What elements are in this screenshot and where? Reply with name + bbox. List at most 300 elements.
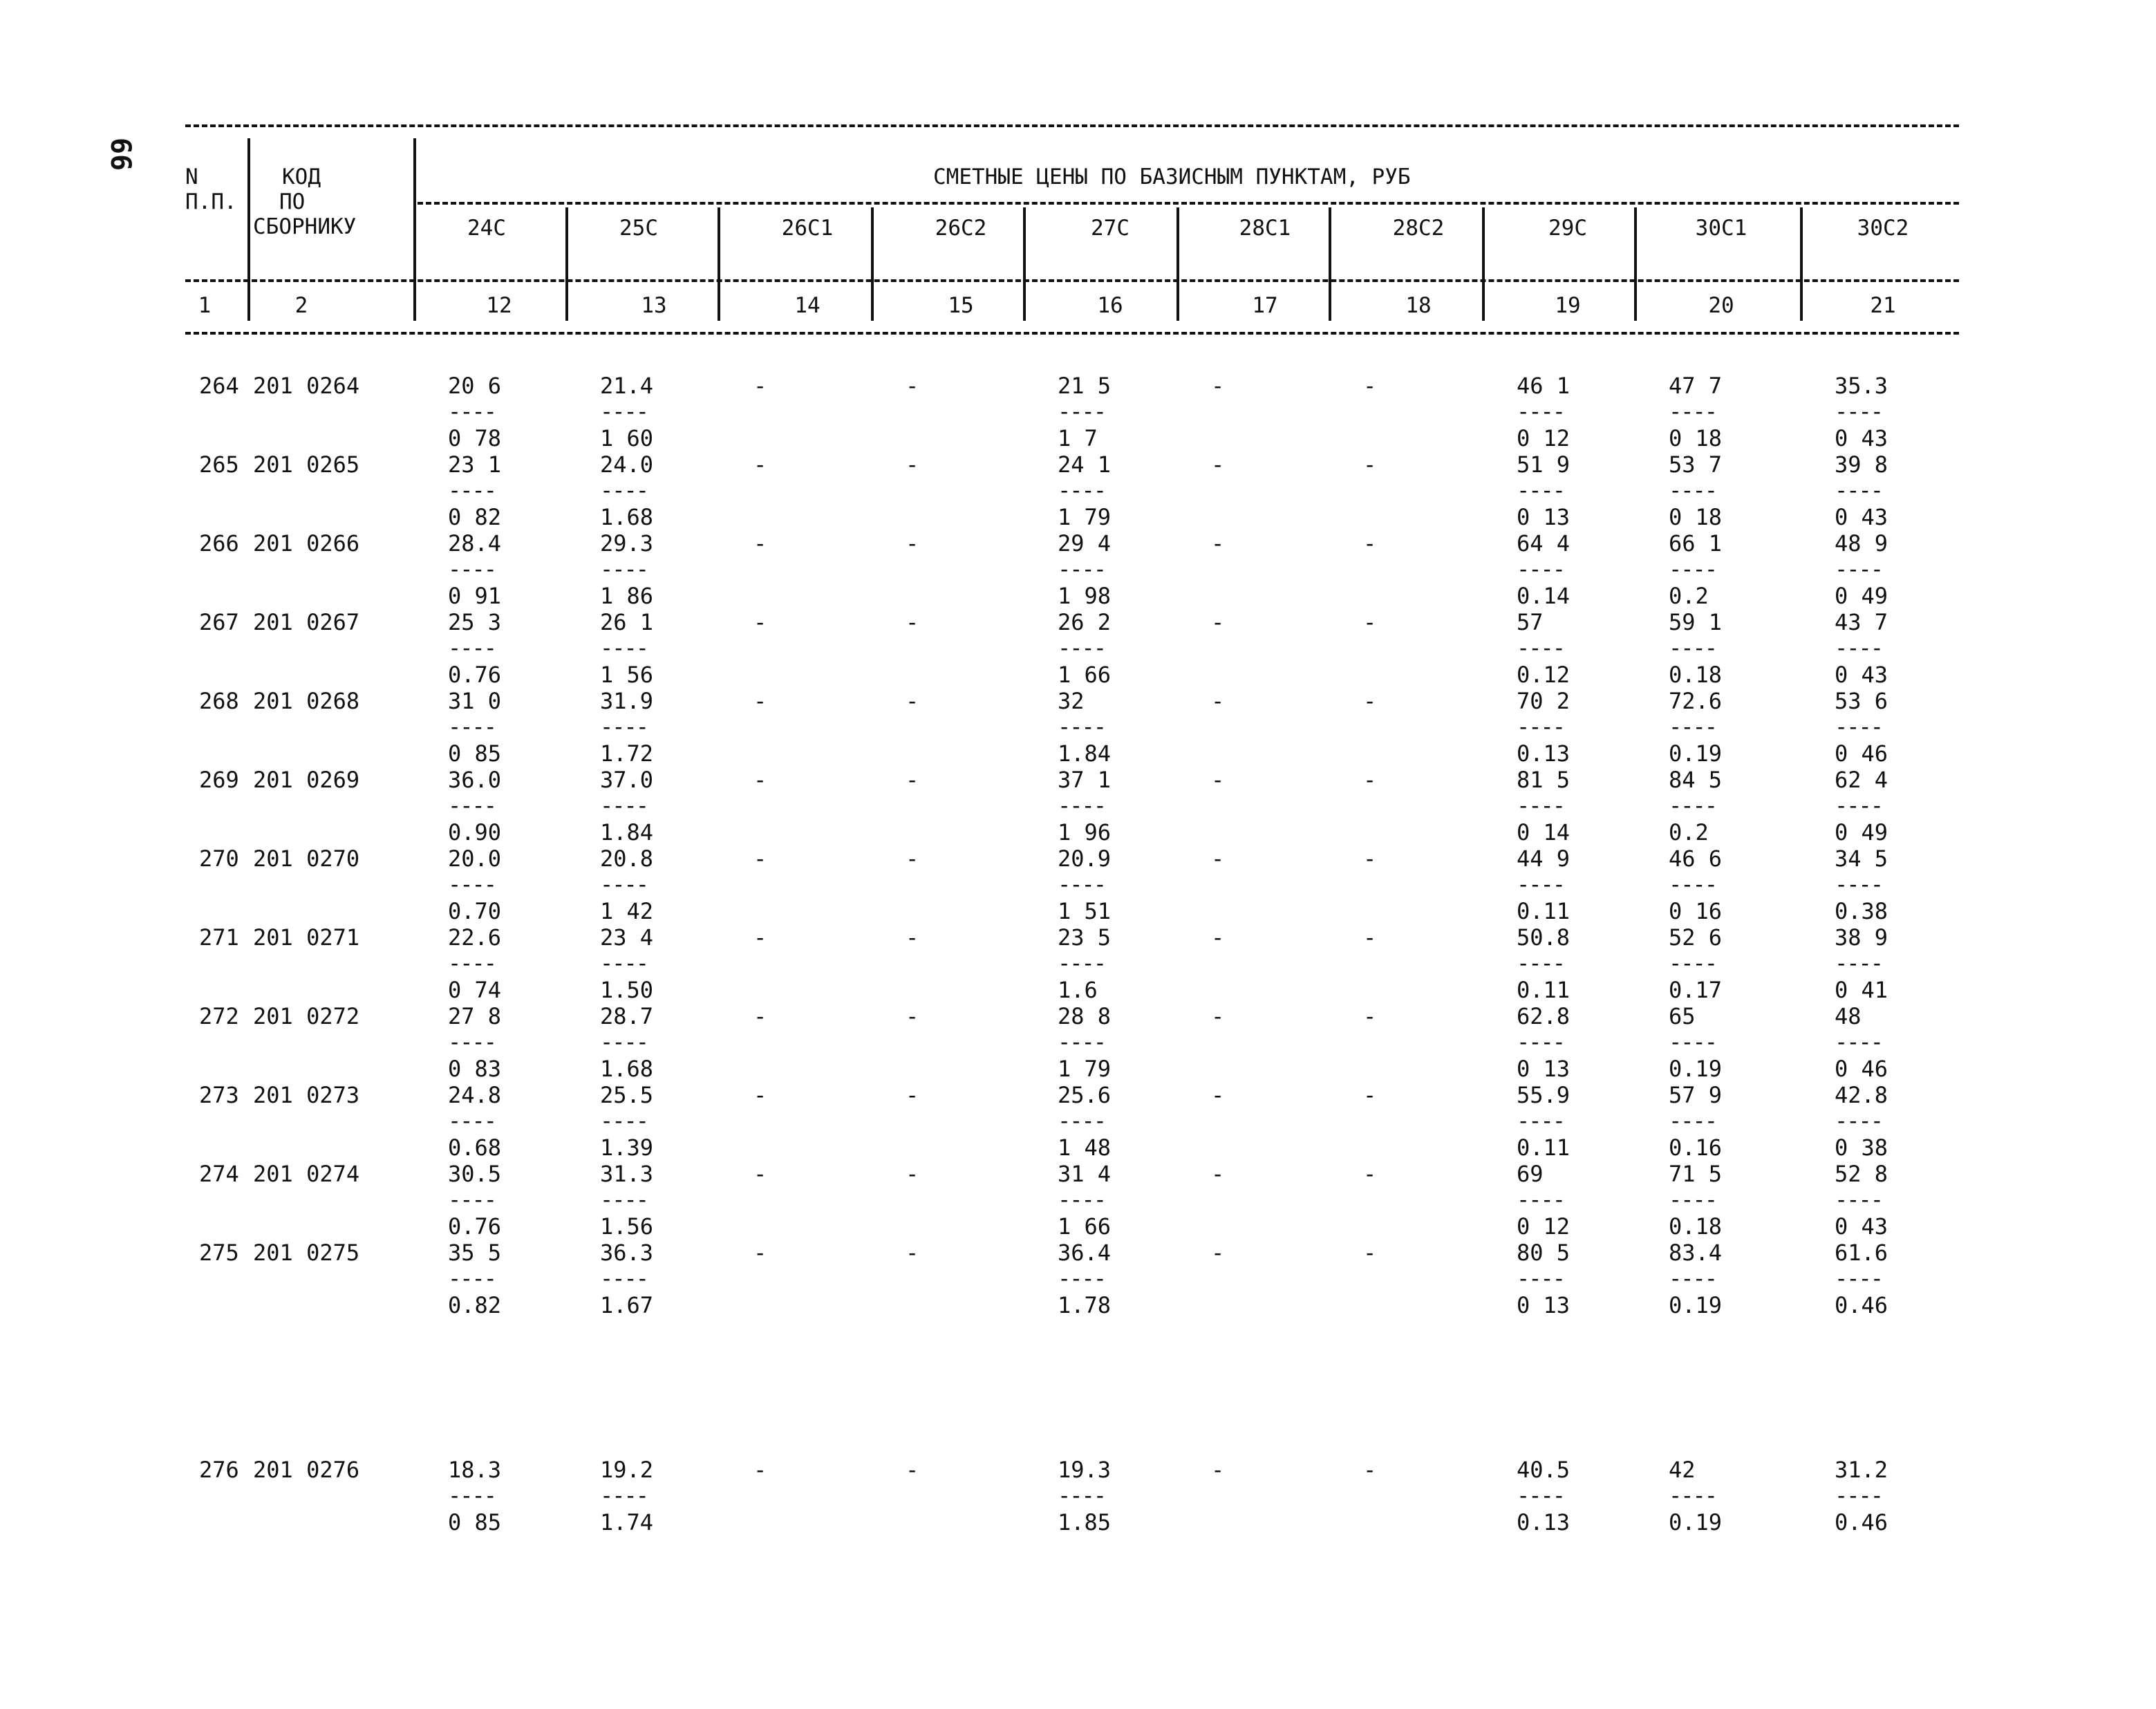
price-value: 31.3	[600, 1161, 654, 1187]
price-value: -	[1211, 1161, 1225, 1187]
header-bar-point	[718, 207, 720, 321]
price-value: 55.9	[1517, 1082, 1571, 1108]
price-value: -	[1363, 688, 1377, 714]
fraction-rule: ----	[448, 792, 496, 819]
header-title: СМЕТНЫЕ ЦЕНЫ ПО БАЗИСНЫМ ПУНКТАМ, РУБ	[933, 165, 1411, 189]
price-value: 72.6	[1669, 688, 1723, 714]
price-value: -	[906, 1457, 919, 1483]
price-value: 27 8	[448, 1003, 502, 1029]
price-value: -	[753, 1457, 767, 1483]
price-value: 53 6	[1835, 688, 1888, 714]
price-value: -	[1363, 1003, 1377, 1029]
row-number: 273	[199, 1082, 239, 1108]
price-value: 69	[1517, 1161, 1544, 1187]
fraction-rule: ----	[1058, 950, 1106, 976]
price-value: 57 9	[1669, 1082, 1723, 1108]
price-value: 39 8	[1835, 451, 1888, 478]
price-surcharge: 0 43	[1835, 1213, 1888, 1240]
fraction-rule: ----	[1669, 1108, 1717, 1134]
price-surcharge: 0.19	[1669, 1509, 1723, 1535]
price-value: 28.4	[448, 530, 502, 557]
price-surcharge: 0.19	[1669, 740, 1723, 767]
price-value: 34 5	[1835, 846, 1888, 872]
header-col-number: 20	[1708, 293, 1734, 318]
price-value: -	[906, 688, 919, 714]
row-number: 272	[199, 1003, 239, 1029]
fraction-rule: ----	[1835, 1108, 1883, 1134]
price-value: -	[1363, 924, 1377, 951]
fraction-rule: ----	[1835, 556, 1883, 582]
price-surcharge: 0 43	[1835, 425, 1888, 451]
price-value: -	[906, 451, 919, 478]
price-surcharge: 0 43	[1835, 504, 1888, 530]
header-n-pp: П.П.	[185, 189, 237, 214]
price-surcharge: 0 43	[1835, 662, 1888, 688]
price-value: -	[906, 609, 919, 635]
fraction-rule: ----	[1517, 792, 1565, 819]
fraction-rule: ----	[1517, 635, 1565, 661]
price-surcharge: 0.16	[1669, 1134, 1723, 1161]
fraction-rule: ----	[1058, 556, 1106, 582]
header-point-label: 30С2	[1857, 216, 1909, 241]
price-surcharge: 1 66	[1058, 662, 1112, 688]
row-code: 201 0266	[253, 530, 360, 557]
fraction-rule: ----	[600, 1029, 648, 1055]
price-surcharge: 0.13	[1517, 740, 1571, 767]
price-value: 65	[1669, 1003, 1696, 1029]
price-value: 24.0	[600, 451, 654, 478]
row-number: 268	[199, 688, 239, 714]
price-value: -	[906, 767, 919, 793]
price-surcharge: 0.11	[1517, 977, 1571, 1003]
row-code: 201 0268	[253, 688, 360, 714]
price-value: -	[1211, 767, 1225, 793]
price-value: -	[753, 846, 767, 872]
price-value: -	[1211, 373, 1225, 399]
price-value: 25.5	[600, 1082, 654, 1108]
row-code: 201 0267	[253, 609, 360, 635]
price-value: -	[1363, 609, 1377, 635]
header-col-number: 14	[794, 293, 821, 318]
price-value: -	[1211, 1003, 1225, 1029]
price-surcharge: 1 98	[1058, 583, 1112, 609]
price-surcharge: 1.72	[600, 740, 654, 767]
price-value: -	[1363, 767, 1377, 793]
price-surcharge: 0.11	[1517, 1134, 1571, 1161]
price-value: 28 8	[1058, 1003, 1112, 1029]
page-number: 66	[104, 137, 137, 171]
fraction-rule: ----	[600, 556, 648, 582]
fraction-rule: ----	[1835, 1482, 1883, 1509]
row-code: 201 0265	[253, 451, 360, 478]
fraction-rule: ----	[1517, 1186, 1565, 1213]
fraction-rule: ----	[448, 1029, 496, 1055]
price-value: 62 4	[1835, 767, 1888, 793]
price-surcharge: 0.2	[1669, 819, 1709, 846]
price-surcharge: 1.39	[600, 1134, 654, 1161]
price-value: 37.0	[600, 767, 654, 793]
fraction-rule: ----	[600, 1265, 648, 1291]
price-surcharge: 0 14	[1517, 819, 1571, 846]
price-value: 37 1	[1058, 767, 1112, 793]
fraction-rule: ----	[1669, 556, 1717, 582]
price-value: 70 2	[1517, 688, 1571, 714]
price-surcharge: 0.18	[1669, 662, 1723, 688]
price-surcharge: 1 96	[1058, 819, 1112, 846]
fraction-rule: ----	[1835, 398, 1883, 424]
header-col-number: 12	[486, 293, 512, 318]
price-value: -	[1363, 1457, 1377, 1483]
price-surcharge: 1.67	[600, 1292, 654, 1318]
header-n: N	[185, 165, 198, 189]
header-bar-point	[1177, 207, 1179, 321]
fraction-rule: ----	[1835, 635, 1883, 661]
header-point-label: 28С2	[1392, 216, 1445, 241]
price-surcharge: 0.38	[1835, 898, 1888, 924]
price-value: -	[906, 373, 919, 399]
header-code-po: ПО	[279, 189, 306, 214]
price-surcharge: 0 16	[1669, 898, 1723, 924]
price-value: 52 8	[1835, 1161, 1888, 1187]
row-code: 201 0272	[253, 1003, 360, 1029]
price-value: 28.7	[600, 1003, 654, 1029]
header-point-label: 30С1	[1695, 216, 1747, 241]
price-value: 48	[1835, 1003, 1862, 1029]
header-col-number: 16	[1097, 293, 1123, 318]
price-surcharge: 0.11	[1517, 898, 1571, 924]
price-value: -	[1363, 1082, 1377, 1108]
fraction-rule: ----	[1058, 1482, 1106, 1509]
fraction-rule: ----	[600, 1482, 648, 1509]
fraction-rule: ----	[1835, 1029, 1883, 1055]
price-value: -	[753, 924, 767, 951]
fraction-rule: ----	[1835, 950, 1883, 976]
fraction-rule: ----	[1058, 713, 1106, 740]
price-value: 62.8	[1517, 1003, 1571, 1029]
price-surcharge: 0 83	[448, 1056, 502, 1082]
price-value: -	[753, 1240, 767, 1266]
price-surcharge: 1 60	[600, 425, 654, 451]
price-value: -	[753, 609, 767, 635]
price-surcharge: 0.68	[448, 1134, 502, 1161]
header-sub-rule	[418, 202, 1959, 205]
fraction-rule: ----	[1058, 398, 1106, 424]
price-value: -	[753, 530, 767, 557]
price-value: 36.4	[1058, 1240, 1112, 1266]
fraction-rule: ----	[1835, 792, 1883, 819]
row-number: 271	[199, 924, 239, 951]
price-value: 46 1	[1517, 373, 1571, 399]
price-surcharge: 1.85	[1058, 1509, 1112, 1535]
price-value: 80 5	[1517, 1240, 1571, 1266]
fraction-rule: ----	[448, 477, 496, 503]
price-value: -	[1211, 1457, 1225, 1483]
price-value: 31.2	[1835, 1457, 1888, 1483]
price-surcharge: 0 13	[1517, 1292, 1571, 1318]
price-surcharge: 0.19	[1669, 1292, 1723, 1318]
price-surcharge: 1.84	[1058, 740, 1112, 767]
price-value: 24.8	[448, 1082, 502, 1108]
price-surcharge: 1 79	[1058, 504, 1112, 530]
price-value: -	[1211, 451, 1225, 478]
price-surcharge: 0 12	[1517, 1213, 1571, 1240]
header-point-label: 27С	[1091, 216, 1129, 241]
price-value: -	[1363, 1161, 1377, 1187]
price-value: 81 5	[1517, 767, 1571, 793]
price-value: 26 1	[600, 609, 654, 635]
price-value: 19.2	[600, 1457, 654, 1483]
header-bottom-rule	[185, 332, 1959, 335]
fraction-rule: ----	[600, 713, 648, 740]
price-surcharge: 1 48	[1058, 1134, 1112, 1161]
fraction-rule: ----	[1058, 1265, 1106, 1291]
price-value: 40.5	[1517, 1457, 1571, 1483]
price-surcharge: 1.84	[600, 819, 654, 846]
header-code-sborniku: СБОРНИКУ	[253, 214, 357, 239]
price-surcharge: 0.82	[448, 1292, 502, 1318]
price-surcharge: 0.76	[448, 1213, 502, 1240]
fraction-rule: ----	[1517, 1108, 1565, 1134]
price-surcharge: 0.76	[448, 662, 502, 688]
price-value: 32	[1058, 688, 1085, 714]
price-surcharge: 1 51	[1058, 898, 1112, 924]
price-value: -	[906, 1082, 919, 1108]
header-col-number: 17	[1252, 293, 1278, 318]
fraction-rule: ----	[1669, 1265, 1717, 1291]
price-surcharge: 0.2	[1669, 583, 1709, 609]
price-surcharge: 1 86	[600, 583, 654, 609]
header-bar-point	[1800, 207, 1803, 321]
price-value: 31 0	[448, 688, 502, 714]
price-surcharge: 0.46	[1835, 1292, 1888, 1318]
row-code: 201 0274	[253, 1161, 360, 1187]
price-surcharge: 0 74	[448, 977, 502, 1003]
price-value: 59 1	[1669, 609, 1723, 635]
price-value: 23 4	[600, 924, 654, 951]
price-value: 23 5	[1058, 924, 1112, 951]
price-surcharge: 1.74	[600, 1509, 654, 1535]
fraction-rule: ----	[448, 1265, 496, 1291]
price-value: 29 4	[1058, 530, 1112, 557]
header-numbers-rule	[185, 279, 1959, 282]
header-bar-point	[1023, 207, 1026, 321]
price-value: -	[753, 688, 767, 714]
price-surcharge: 0 46	[1835, 740, 1888, 767]
price-value: 53 7	[1669, 451, 1723, 478]
price-value: 30.5	[448, 1161, 502, 1187]
price-value: -	[1211, 846, 1225, 872]
price-value: 35.3	[1835, 373, 1888, 399]
price-value: -	[1363, 530, 1377, 557]
row-number: 264	[199, 373, 239, 399]
row-number: 266	[199, 530, 239, 557]
price-surcharge: 1.68	[600, 1056, 654, 1082]
price-value: -	[753, 1003, 767, 1029]
row-number: 275	[199, 1240, 239, 1266]
price-value: 71 5	[1669, 1161, 1723, 1187]
header-bar-code	[413, 138, 416, 321]
price-value: -	[906, 846, 919, 872]
price-surcharge: 0 49	[1835, 819, 1888, 846]
header-col-number: 2	[294, 293, 308, 318]
fraction-rule: ----	[448, 556, 496, 582]
price-surcharge: 1 42	[600, 898, 654, 924]
fraction-rule: ----	[1835, 477, 1883, 503]
price-value: -	[1211, 530, 1225, 557]
price-surcharge: 0 13	[1517, 504, 1571, 530]
fraction-rule: ----	[600, 635, 648, 661]
price-value: -	[1363, 451, 1377, 478]
price-value: -	[906, 924, 919, 951]
fraction-rule: ----	[1058, 792, 1106, 819]
price-value: 22.6	[448, 924, 502, 951]
fraction-rule: ----	[448, 950, 496, 976]
price-surcharge: 0.17	[1669, 977, 1723, 1003]
row-code: 201 0264	[253, 373, 360, 399]
price-value: 35 5	[448, 1240, 502, 1266]
fraction-rule: ----	[1517, 556, 1565, 582]
price-surcharge: 0.70	[448, 898, 502, 924]
fraction-rule: ----	[600, 792, 648, 819]
row-code: 201 0271	[253, 924, 360, 951]
price-value: 31.9	[600, 688, 654, 714]
price-surcharge: 0 49	[1835, 583, 1888, 609]
price-value: 47 7	[1669, 373, 1723, 399]
price-surcharge: 1 56	[600, 662, 654, 688]
price-surcharge: 1.68	[600, 504, 654, 530]
price-surcharge: 1.50	[600, 977, 654, 1003]
fraction-rule: ----	[1669, 1029, 1717, 1055]
price-value: 43 7	[1835, 609, 1888, 635]
price-value: 25 3	[448, 609, 502, 635]
fraction-rule: ----	[1517, 713, 1565, 740]
row-number: 265	[199, 451, 239, 478]
price-surcharge: 0.12	[1517, 662, 1571, 688]
price-value: -	[1363, 373, 1377, 399]
price-value: 64 4	[1517, 530, 1571, 557]
header-bar-n	[247, 138, 250, 321]
fraction-rule: ----	[1517, 871, 1565, 897]
price-value: 46 6	[1669, 846, 1723, 872]
price-value: 20.9	[1058, 846, 1112, 872]
header-bar-point	[1482, 207, 1485, 321]
fraction-rule: ----	[600, 950, 648, 976]
price-surcharge: 0 38	[1835, 1134, 1888, 1161]
price-value: 19.3	[1058, 1457, 1112, 1483]
price-surcharge: 1 79	[1058, 1056, 1112, 1082]
header-code: КОД	[282, 165, 321, 189]
fraction-rule: ----	[1669, 871, 1717, 897]
row-number: 269	[199, 767, 239, 793]
fraction-rule: ----	[1517, 1029, 1565, 1055]
price-value: 83.4	[1669, 1240, 1723, 1266]
price-value: -	[753, 767, 767, 793]
header-col-number: 19	[1555, 293, 1581, 318]
fraction-rule: ----	[1669, 635, 1717, 661]
price-value: -	[906, 1003, 919, 1029]
fraction-rule: ----	[1669, 713, 1717, 740]
fraction-rule: ----	[448, 871, 496, 897]
price-value: -	[1211, 609, 1225, 635]
fraction-rule: ----	[1835, 1186, 1883, 1213]
price-surcharge: 1.78	[1058, 1292, 1112, 1318]
header-bar-point	[1329, 207, 1331, 321]
header-point-label: 24С	[467, 216, 506, 241]
fraction-rule: ----	[1058, 871, 1106, 897]
price-surcharge: 0 46	[1835, 1056, 1888, 1082]
price-surcharge: 1 7	[1058, 425, 1098, 451]
row-code: 201 0276	[253, 1457, 360, 1483]
header-bar-point	[565, 207, 568, 321]
header-col-number: 18	[1405, 293, 1432, 318]
price-value: 61.6	[1835, 1240, 1888, 1266]
price-surcharge: 0 91	[448, 583, 502, 609]
row-code: 201 0273	[253, 1082, 360, 1108]
row-code: 201 0269	[253, 767, 360, 793]
fraction-rule: ----	[600, 398, 648, 424]
price-value: 29.3	[600, 530, 654, 557]
fraction-rule: ----	[448, 635, 496, 661]
price-value: -	[906, 1240, 919, 1266]
price-value: -	[1211, 924, 1225, 951]
row-number: 274	[199, 1161, 239, 1187]
price-surcharge: 0.18	[1669, 1213, 1723, 1240]
header-point-label: 29С	[1548, 216, 1587, 241]
price-surcharge: 0.13	[1517, 1509, 1571, 1535]
price-value: 20 6	[448, 373, 502, 399]
header-point-label: 28С1	[1239, 216, 1291, 241]
price-value: 26 2	[1058, 609, 1112, 635]
price-value: 23 1	[448, 451, 502, 478]
fraction-rule: ----	[1835, 871, 1883, 897]
price-surcharge: 0 78	[448, 425, 502, 451]
fraction-rule: ----	[1669, 1186, 1717, 1213]
fraction-rule: ----	[1058, 635, 1106, 661]
fraction-rule: ----	[1835, 713, 1883, 740]
price-value: 48 9	[1835, 530, 1888, 557]
fraction-rule: ----	[1517, 1265, 1565, 1291]
header-top-rule	[185, 124, 1959, 127]
row-number: 276	[199, 1457, 239, 1483]
row-code: 201 0275	[253, 1240, 360, 1266]
header-col-number: 21	[1870, 293, 1896, 318]
row-code: 201 0270	[253, 846, 360, 872]
price-value: 31 4	[1058, 1161, 1112, 1187]
fraction-rule: ----	[1517, 477, 1565, 503]
price-surcharge: 1 66	[1058, 1213, 1112, 1240]
header-bar-point	[871, 207, 874, 321]
fraction-rule: ----	[1669, 477, 1717, 503]
price-value: 42.8	[1835, 1082, 1888, 1108]
price-value: -	[1363, 846, 1377, 872]
header-bar-point	[1634, 207, 1637, 321]
fraction-rule: ----	[600, 1108, 648, 1134]
price-value: 42	[1669, 1457, 1696, 1483]
price-value: 24 1	[1058, 451, 1112, 478]
price-surcharge: 0 85	[448, 740, 502, 767]
price-surcharge: 0 12	[1517, 425, 1571, 451]
header-col-number: 15	[948, 293, 974, 318]
fraction-rule: ----	[1517, 398, 1565, 424]
fraction-rule: ----	[1669, 1482, 1717, 1509]
header-col-number: 1	[198, 293, 212, 318]
fraction-rule: ----	[1669, 950, 1717, 976]
price-surcharge: 0.14	[1517, 583, 1571, 609]
price-value: 18.3	[448, 1457, 502, 1483]
price-surcharge: 0 85	[448, 1509, 502, 1535]
fraction-rule: ----	[1669, 792, 1717, 819]
fraction-rule: ----	[1835, 1265, 1883, 1291]
